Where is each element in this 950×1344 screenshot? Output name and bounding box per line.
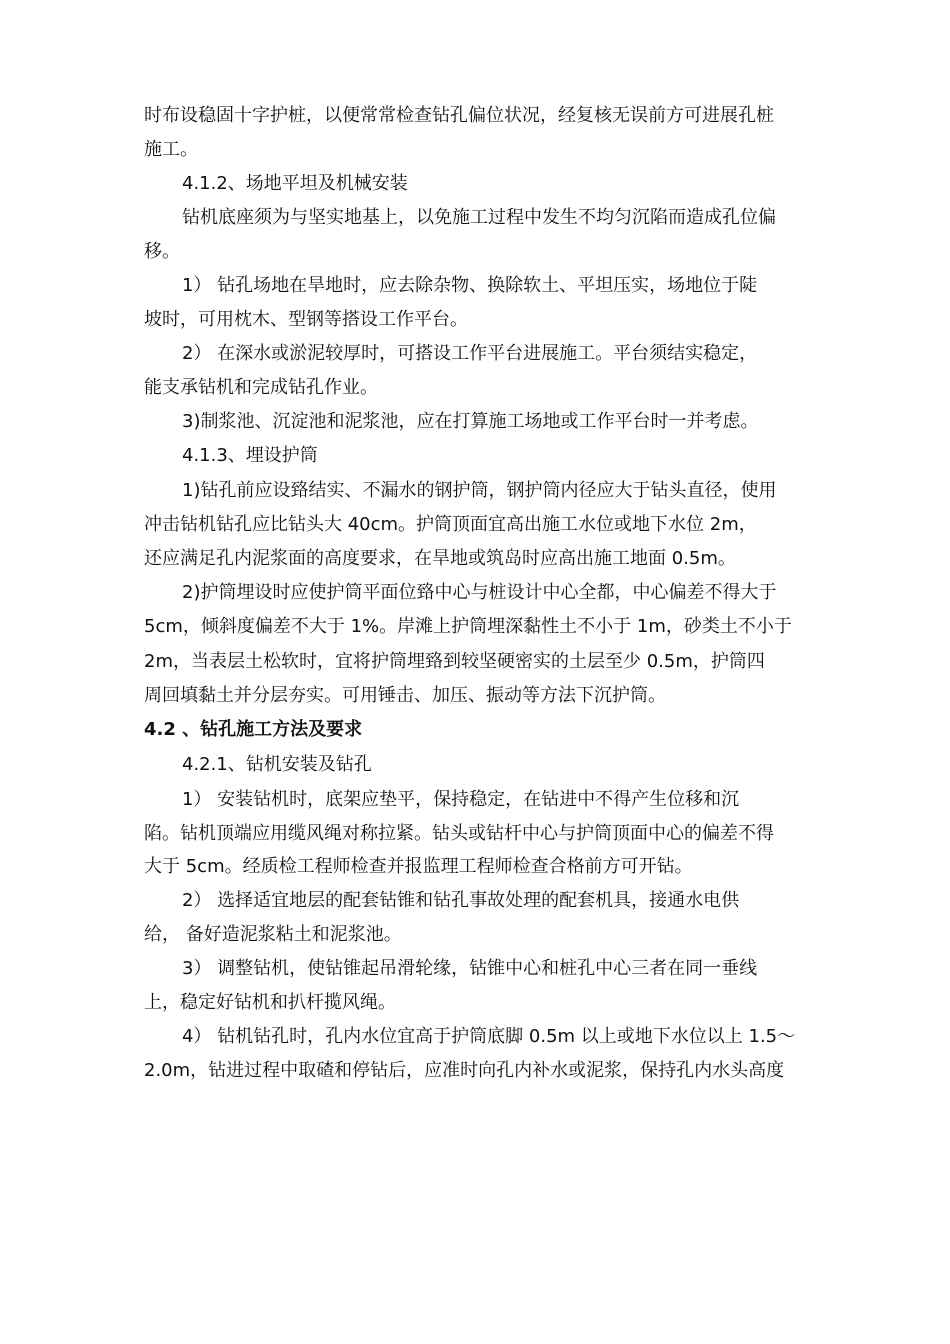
text-line: 2m，当表层土松软时，宜将护筒埋臵到较坚硬密实的土层至少 0.5m，护筒四 — [144, 651, 765, 672]
section-heading: 4.2 、钻孔施工方法及要求 — [144, 719, 363, 740]
text-line: 上，稳定好钻机和扒杆揽风绳。 — [144, 992, 396, 1013]
text-line: 4） 钻机钻孔时，孔内水位宜高于护筒底脚 0.5m 以上或地下水位以上 1.5～ — [182, 1026, 796, 1047]
subsection-heading: 4.2.1、钻机安装及钻孔 — [182, 754, 372, 775]
text-line: 1） 钻孔场地在旱地时，应去除杂物、换除软土、平坦压实，场地位于陡 — [182, 275, 758, 296]
text-line: 陷。钻机顶端应用缆风绳对称拉紧。钻头或钻杆中心与护筒顶面中心的偏差不得 — [144, 823, 774, 844]
text-line: 能支承钻机和完成钻孔作业。 — [144, 377, 378, 398]
text-line: 周回填黏土并分层夯实。可用锤击、加压、振动等方法下沉护筒。 — [144, 685, 666, 706]
text-line: 2.0m，钻进过程中取碴和停钻后，应准时向孔内补水或泥浆，保持孔内水头高度 — [144, 1060, 785, 1081]
text-line: 2)护筒埋设时应使护筒平面位臵中心与桩设计中心全都，中心偏差不得大于 — [182, 582, 777, 603]
text-line: 坡时，可用枕木、型钢等搭设工作平台。 — [144, 309, 468, 330]
text-line: 移。 — [144, 241, 180, 262]
text-line: 1)钻孔前应设臵结实、不漏水的钢护筒，钢护筒内径应大于钻头直径，使用 — [182, 480, 777, 501]
subsection-heading: 4.1.2、场地平坦及机械安装 — [182, 173, 408, 194]
text-line: 还应满足孔内泥浆面的高度要求，在旱地或筑岛时应高出施工地面 0.5m。 — [144, 548, 736, 569]
text-line: 时布设稳固十字护桩，以便常常检查钻孔偏位状况，经复核无误前方可进展孔桩 — [144, 105, 774, 126]
text-line: 2） 在深水或淤泥较厚时，可搭设工作平台进展施工。平台须结实稳定， — [182, 343, 758, 364]
text-line: 3)制浆池、沉淀池和泥浆池，应在打算施工场地或工作平台时一并考虑。 — [182, 411, 759, 432]
text-line: 钻机底座须为与坚实地基上，以免施工过程中发生不均匀沉陷而造成孔位偏 — [182, 207, 776, 228]
subsection-heading: 4.1.3、埋设护筒 — [182, 445, 318, 466]
text-line: 1） 安装钻机时，底架应垫平，保持稳定，在钻进中不得产生位移和沉 — [182, 789, 740, 810]
text-line: 5cm，倾斜度偏差不大于 1%。岸滩上护筒埋深黏性土不小于 1m，砂类土不小于 — [144, 616, 792, 637]
text-line: 3） 调整钻机，使钻锥起吊滑轮缘，钻锥中心和桩孔中心三者在同一垂线 — [182, 958, 758, 979]
text-line: 给， 备好造泥浆粘土和泥浆池。 — [144, 924, 402, 945]
text-line: 大于 5cm。经质检工程师检查并报监理工程师检查合格前方可开钻。 — [144, 856, 693, 877]
text-line: 施工。 — [144, 139, 198, 160]
text-line: 冲击钻机钻孔应比钻头大 40cm。护筒顶面宜高出施工水位或地下水位 2m， — [144, 514, 757, 535]
text-line: 2） 选择适宜地层的配套钻锥和钻孔事故处理的配套机具，接通水电供 — [182, 890, 740, 911]
